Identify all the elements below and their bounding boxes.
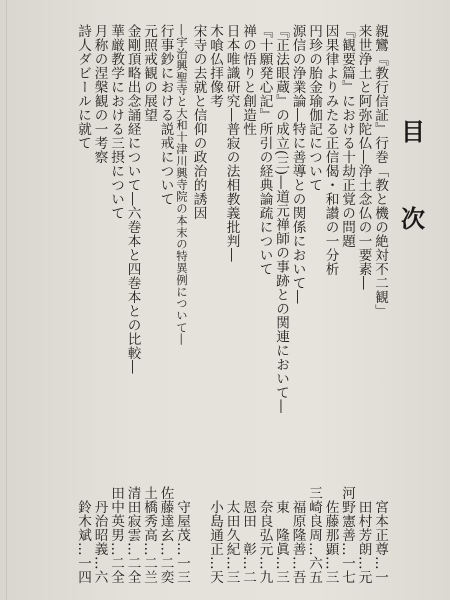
page-edge (6, 0, 7, 600)
toc-list (20, 24, 388, 584)
toc-entry-title: 『観要篇』における十劫正覚の問題 (339, 24, 355, 248)
toc-entry (306, 24, 323, 584)
toc-entry-title: 禅の悟りと創造性 (240, 24, 256, 136)
toc-entry (273, 24, 290, 584)
toc-entry (355, 24, 372, 584)
toc-entry-title: ―宇治興聖寺と大和十津川興寺院の本末の特異例について― (175, 24, 189, 346)
toc-entry-title: 日本唯識研究―普寂の法相教義批判― (223, 24, 240, 262)
toc-entry (157, 24, 174, 584)
toc-entry-title: 『正法眼蔵』の成立(三)―道元禅師の事跡との関連において― (273, 24, 289, 414)
toc-entry (207, 24, 224, 584)
toc-entry-title: 行事鈔における説戒について (157, 24, 174, 206)
toc-entry-author-page: 宮本正尊…一 (372, 500, 388, 584)
toc-entry (289, 24, 306, 584)
toc-entry (75, 24, 92, 584)
toc-entry-title: 来世浄土と阿弥陀仏―浄土念仏の一要素― (355, 24, 372, 290)
toc-entry-author-page: 佐藤達玄…二奕 (157, 486, 174, 584)
toc-entry-author-page: 小島通正…天 (207, 500, 223, 584)
toc-entry-title: 月称の涅槃観の一考察 (91, 24, 108, 164)
toc-entry-author-page: 丹治昭義…六 (91, 500, 108, 584)
toc-entry-author-page: 清田寂雲…二全 (124, 486, 141, 584)
toc-entry (240, 24, 257, 584)
toc-entry-author-page: 太田久紀…三 (223, 500, 240, 584)
toc-entry-author-page: 奈良弘元…九 (256, 500, 273, 584)
toc-entry-title: 金剛頂略出念誦経について―六巻本と四巻本との比較― (124, 24, 141, 374)
toc-entry (339, 24, 356, 584)
toc-entry-author-page: 田中英男…二全 (108, 486, 124, 584)
title-char: 次 (401, 204, 425, 233)
toc-entry (108, 24, 125, 584)
toc-entry-author-page: 河野憲善…一七 (339, 486, 355, 584)
toc-entry-title: 源信の浄業論―特に善導との関係において― (289, 24, 306, 304)
toc-entry-title: 親鸞『教行信証』行巻「教と機の絶対不二観」 (372, 24, 388, 318)
toc-entry-title: 木喰仏拝像考 (207, 24, 223, 108)
toc-entry-title: 華厳教学における三摂について (108, 24, 124, 220)
toc-entry (372, 24, 389, 584)
toc-entry-author-page: 土橋秀高…二兰 (141, 486, 157, 584)
toc-entry-title: 元照戒観の展望 (141, 24, 157, 122)
toc-entry-title: 因果律よりみたる正信偈・和讃の一分析 (322, 24, 339, 276)
toc-entry-author-page: 田村芳朗…元 (355, 500, 372, 584)
toc-entry-title: 詩人ダビールに就て (75, 24, 91, 150)
toc-entry (124, 24, 141, 584)
toc-entry (223, 24, 240, 584)
toc-entry (322, 24, 339, 584)
toc-entry-title: 『十願発心記』所引の経典論疏について (256, 24, 273, 276)
toc-entry (190, 24, 207, 584)
toc-entry-author-page: 佐藤那顕…三 (322, 500, 339, 584)
toc-entry-title: 円珍の胎金瑜伽記について (306, 24, 322, 192)
toc-entry-title: 宋寺の去就と信仰の政治的誘因 (190, 24, 207, 220)
page-title (400, 112, 426, 234)
toc-entry-subtitle (174, 24, 191, 584)
toc-entry (256, 24, 273, 584)
toc-entry-author-page: 鈴木斌…一四 (75, 500, 91, 584)
title-char: 目 (401, 117, 425, 146)
toc-entry-author-page: 恩田 彰…二 (240, 500, 256, 584)
toc-entry-author-page: 福原隆善…吾 (289, 500, 306, 584)
toc-entry-author-page: 三崎良周…六五 (306, 486, 322, 584)
toc-entry-author-page: 守屋茂…一三 (174, 500, 190, 584)
toc-entry (91, 24, 108, 584)
toc-entry-author-page: 東 隆眞…三 (273, 500, 289, 584)
toc-entry (141, 24, 158, 584)
